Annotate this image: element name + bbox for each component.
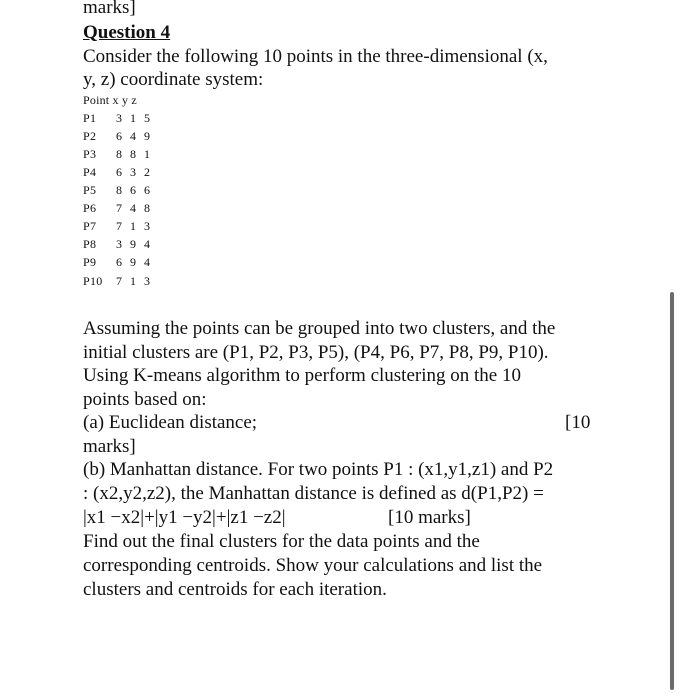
points-table-header: Point x y z [83, 93, 137, 107]
point-label: P9 [83, 255, 97, 269]
body-line-4: points based on: [83, 389, 207, 410]
part-a-line: (a) Euclidean distance; [83, 412, 258, 433]
intro-line-1: Consider the following 10 points in the three-dimensional (x, [83, 46, 548, 67]
point-coords: 8 6 6 [116, 183, 153, 197]
table-row [83, 183, 153, 197]
point-label: P6 [83, 201, 97, 215]
point-label: P7 [83, 219, 97, 233]
part-a-marks-cont: marks] [83, 436, 136, 457]
table-row [83, 201, 153, 215]
point-coords: 8 8 1 [116, 147, 153, 161]
table-row [83, 129, 153, 143]
table-row [83, 147, 153, 161]
body-line-3: Using K-means algorithm to perform clustering on the 10 [83, 365, 521, 386]
scrollbar-thumb[interactable] [670, 292, 674, 690]
part-b-marks: [10 marks] [388, 507, 471, 528]
point-coords: 3 1 5 [116, 111, 153, 125]
point-coords: 6 4 9 [116, 129, 153, 143]
previous-marks-fragment: marks] [83, 0, 136, 18]
point-label: P10 [83, 274, 103, 288]
table-row [83, 255, 153, 269]
point-coords: 7 1 3 [116, 274, 153, 288]
point-label: P3 [83, 147, 97, 161]
point-label: P2 [83, 129, 97, 143]
part-b-line-1: (b) Manhattan distance. For two points P1 : (x1,y1,z1) and P2 [83, 459, 554, 480]
intro-line-2: y, z) coordinate system: [83, 69, 264, 90]
part-b-line-2: : (x2,y2,z2), the Manhattan distance is defined as d(P1,P2) = [83, 483, 544, 504]
final-line-3: clusters and centroids for each iteration. [83, 579, 387, 600]
body-line-2: initial clusters are (P1, P2, P3, P5), (P4, P6, P7, P8, P9, P10). [83, 342, 549, 363]
point-coords: 6 9 4 [116, 255, 153, 269]
point-label: P8 [83, 237, 97, 251]
part-b-formula: |x1 −x2|+|y1 −y2|+|z1 −z2| [83, 507, 286, 528]
point-coords: 3 9 4 [116, 237, 153, 251]
point-coords: 7 4 8 [116, 201, 153, 215]
table-row [83, 165, 153, 179]
table-row [83, 219, 153, 233]
point-label: P4 [83, 165, 97, 179]
question-title: Question 4 [83, 22, 171, 43]
final-line-2: corresponding centroids. Show your calculations and list the [83, 555, 543, 576]
table-row [83, 237, 153, 251]
table-row [83, 111, 153, 125]
part-a-marks: [10 [565, 412, 591, 433]
table-row [83, 274, 153, 288]
point-coords: 6 3 2 [116, 165, 153, 179]
body-line-1: Assuming the points can be grouped into two clusters, and the [83, 318, 556, 339]
point-label: P5 [83, 183, 97, 197]
point-label: P1 [83, 111, 97, 125]
point-coords: 7 1 3 [116, 219, 153, 233]
final-line-1: Find out the final clusters for the data points and the [83, 531, 480, 552]
